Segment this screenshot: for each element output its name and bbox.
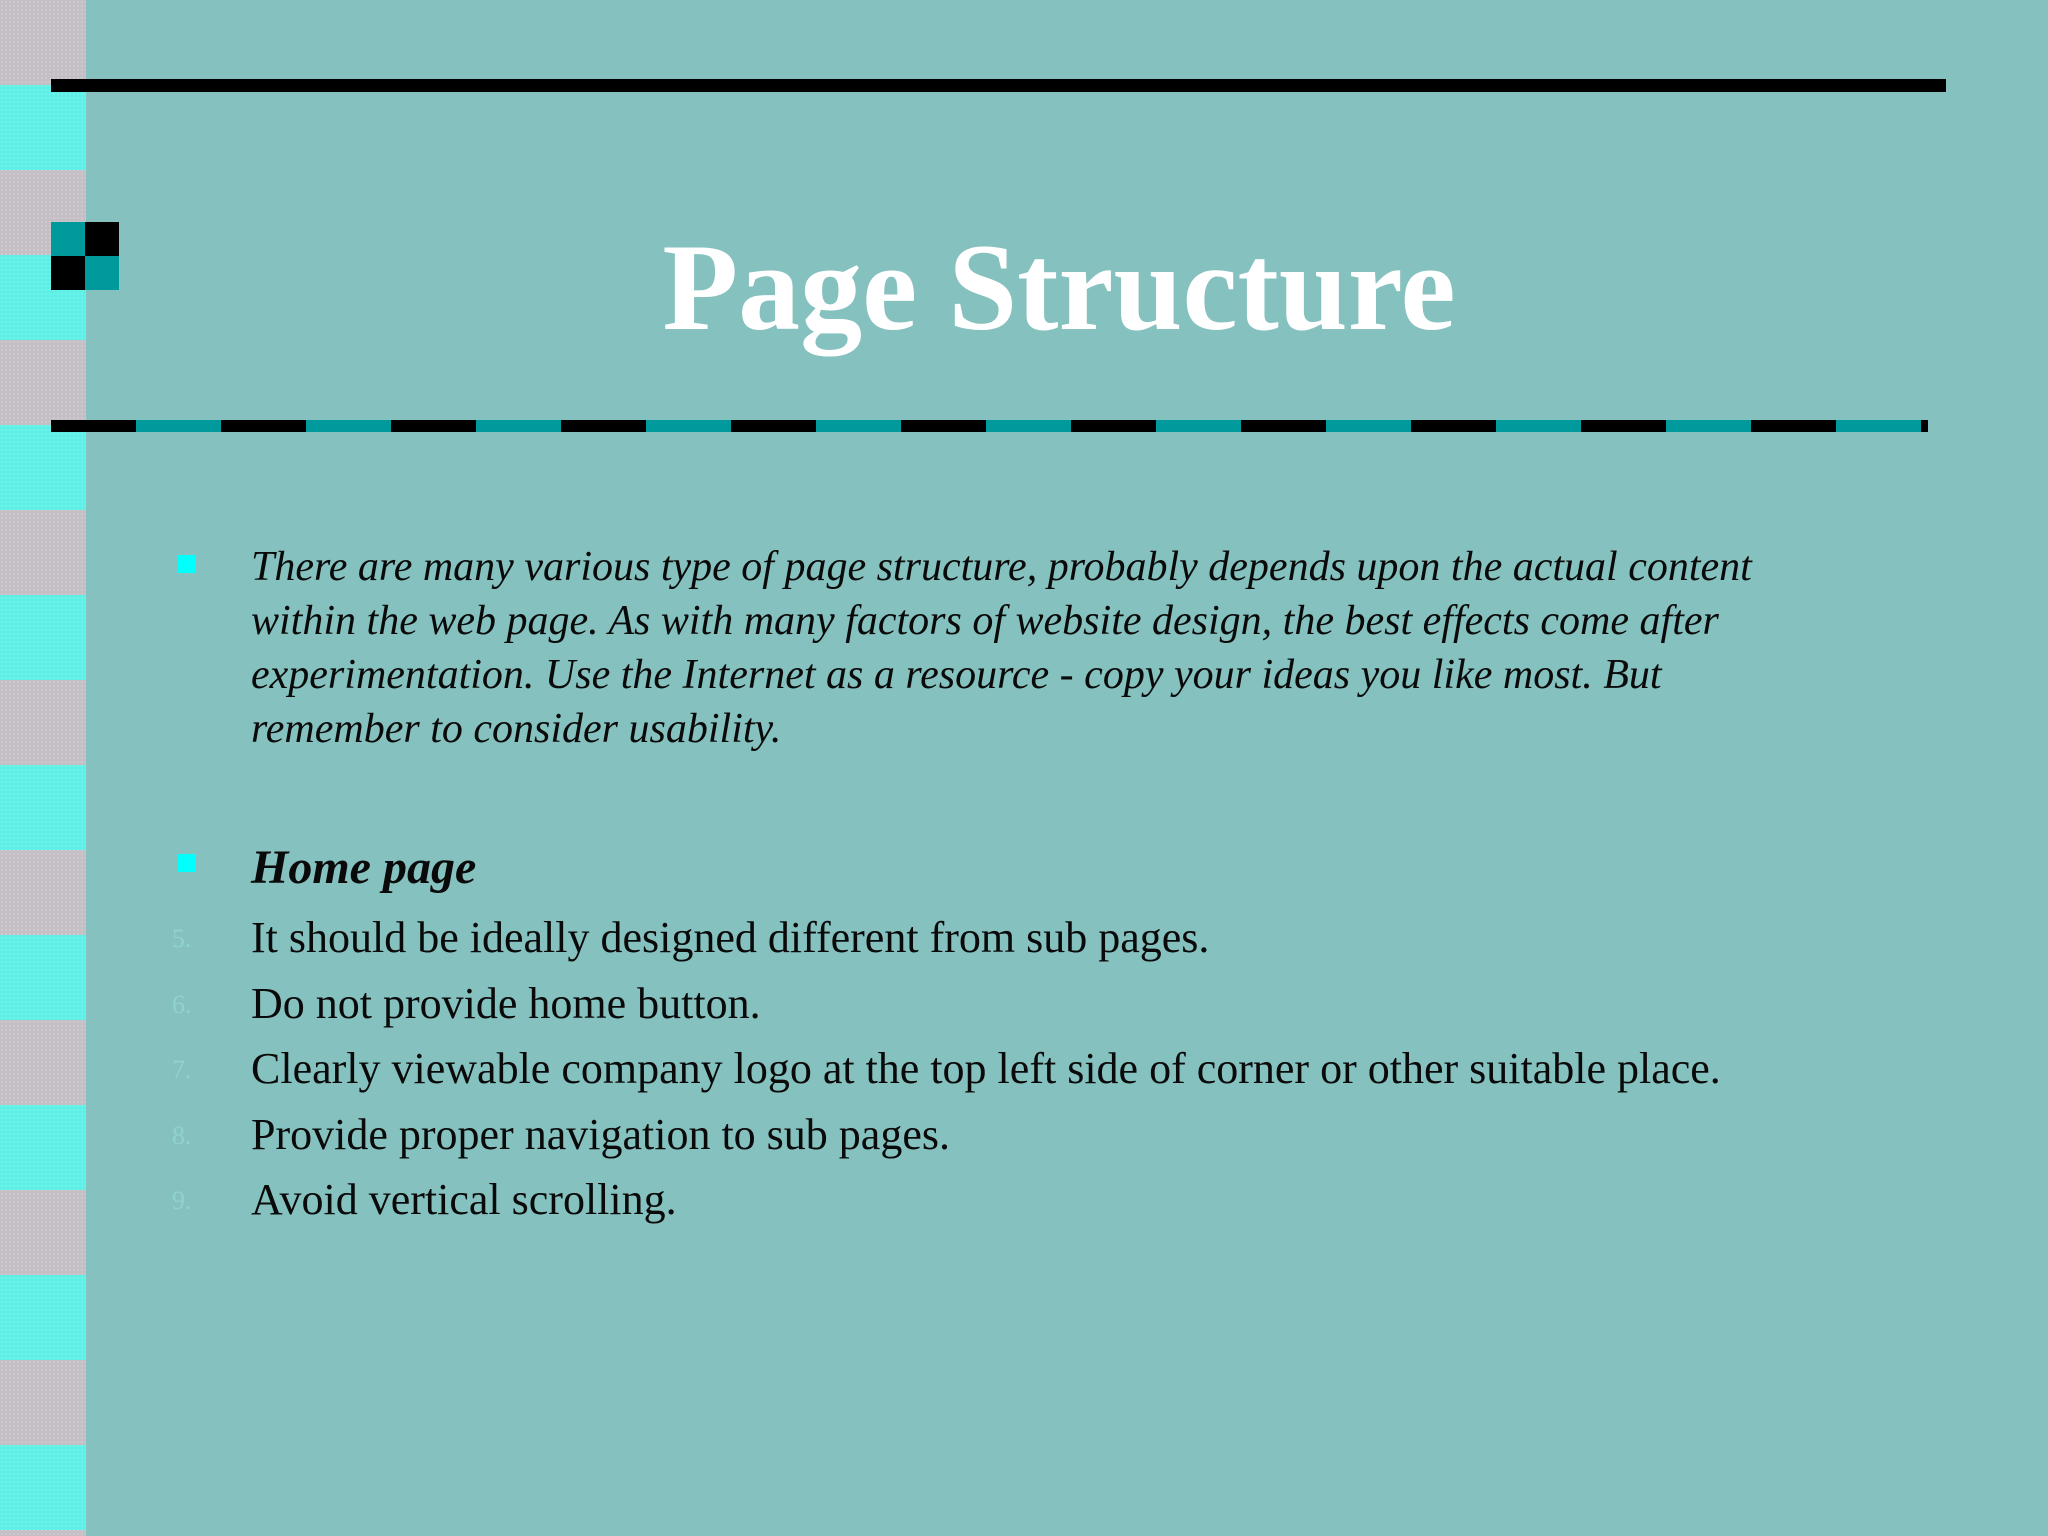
square-bullet-icon (178, 854, 196, 872)
list-item (0, 1172, 1900, 1232)
list-number: 5. (172, 924, 192, 953)
list-number: 8. (172, 1121, 192, 1150)
list-text: It should be ideally designed different from sub pages. (251, 913, 1210, 962)
list-item (0, 910, 1900, 970)
subheading-home-page: Home page (251, 841, 477, 894)
list-text: Clearly viewable company logo at the top left side of corner or other suitable place. (251, 1044, 1721, 1093)
list-item (0, 1107, 1900, 1167)
intro-paragraph: There are many various type of page structure, probably depends upon the actual content within the web page. As with many factors of website design, the best effects come after experimentation. Use the Internet as a resource - copy your ideas you like most. But remember to consider usability. (251, 544, 1752, 752)
list-number: 9. (172, 1186, 192, 1215)
list-item (0, 1041, 1900, 1101)
list-text: Provide proper navigation to sub pages. (251, 1110, 950, 1159)
list-number: 7. (172, 1055, 192, 1084)
list-number: 6. (172, 990, 192, 1019)
list-text: Avoid vertical scrolling. (251, 1175, 677, 1224)
list-item (0, 976, 1900, 1036)
slide-title-text: Page Structure (662, 219, 1456, 356)
list-text: Do not provide home button. (251, 979, 761, 1028)
square-bullet-icon (178, 555, 196, 573)
